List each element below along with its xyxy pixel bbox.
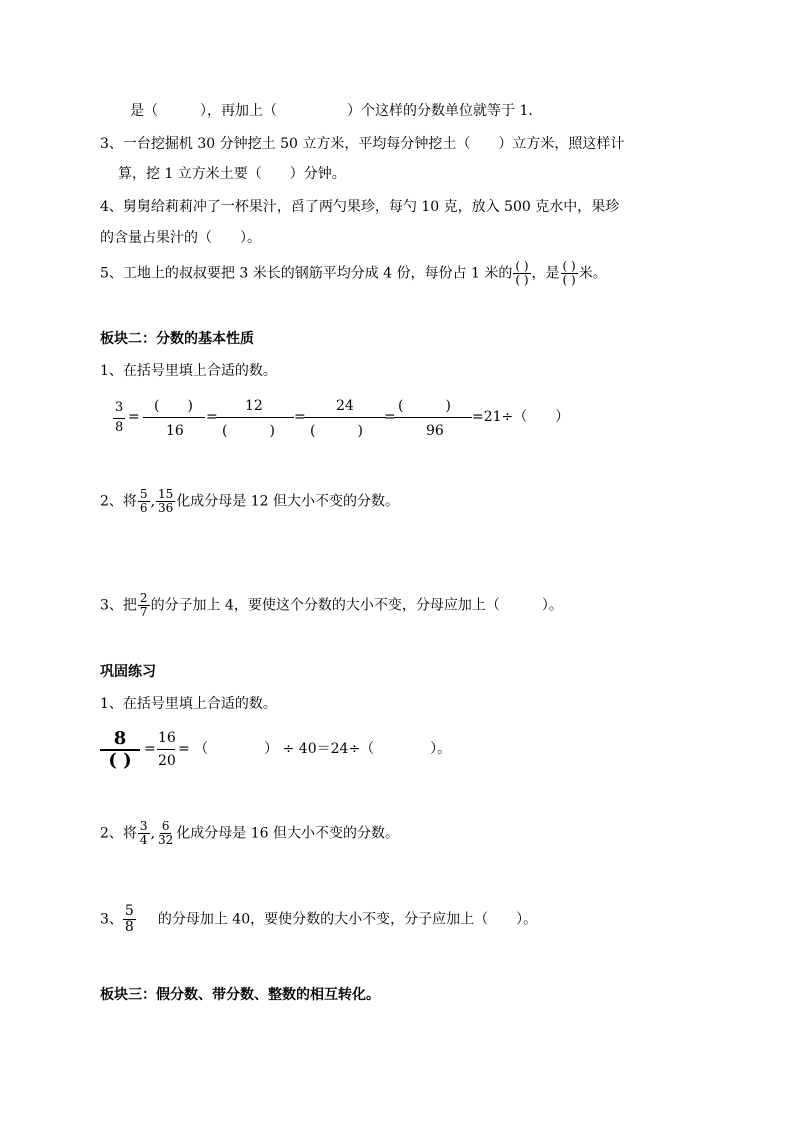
g3-text-a: 3、 [100,911,123,928]
fraction-3-4: $\frac{3}{4}$ [139,819,148,847]
question-5-text-mid: ，是 [531,265,560,282]
fraction-8-blank[interactable]: 8 ( ) [100,729,140,771]
s3-text-a: 3、把 [100,597,137,614]
fraction-5-6: $\frac{5}{6}$ [139,487,148,515]
g2-text-a: 2、将 [100,825,137,842]
section-heading-3: 板块三：假分数、带分数、整数的相互转化。 [100,987,380,1003]
comma: , [150,493,156,510]
fraction-5-8: $\frac{5}{8}$ [124,903,134,935]
practice-question-2 [100,820,399,847]
question-4-line-1: 4、舅舅给莉莉冲了一杯果汁，舀了两勺果珍，每勺 10 克，放入 500 克水中，果珍 [100,199,620,215]
eq1-equals-1: = [128,409,140,425]
fraction-2-7: $\frac{2}{7}$ [139,591,148,619]
question-5-text-end: 米。 [578,265,607,282]
s2-text-b: 化成分母是 12 但大小不变的分数。 [176,493,400,510]
eq1-f2-bar [143,417,205,418]
eq2-f-num: 16 [158,730,176,746]
section2-question-2 [100,488,399,515]
eq1-f4-den[interactable]: ( ) [310,423,363,439]
question-3-line-1: 3、一台挖掘机 30 分钟挖土 50 立方米，平均每分钟挖土（ ）立方米，照这样计 [100,136,625,152]
g2-text-b: 化成分母是 16 但大小不变的分数。 [176,825,400,842]
text-line-unit: 是（ ），再加上（ ）个这样的分数单位就等于 1. [130,103,533,119]
practice-question-1: 1、在括号里填上合适的数。 [100,696,277,712]
question-3-line-2: 算，挖 1 立方米土要（ ）分钟。 [118,166,346,182]
eq1-equals-3: = [294,409,306,425]
section-heading-practice: 巩固练习 [100,664,156,680]
question-5-text: 5、工地上的叔叔要把 3 米长的钢筋平均分成 4 份，每份占 1 米的 [100,265,513,282]
eq1-f3-num: 12 [245,398,263,414]
practice-question-3 [100,904,537,935]
eq1-f4-bar [304,417,386,418]
eq1-f4-num: 24 [336,398,354,414]
eq1-equals-4: = [384,409,396,425]
fraction-15-36: $\frac{15}{36}$ [158,487,174,515]
eq1-f1-den: 8 [115,420,124,435]
question-4-line-2: 的含量占果汁的（ ）。 [100,230,261,246]
g3-text-b: 的分母加上 40，要使分数的大小不变，分子应加上（ ）。 [157,911,538,928]
fraction-6-32: $\frac{6}{32}$ [158,819,174,847]
eq1-f5-bar [394,417,472,418]
eq1-equals-2: = [206,409,218,425]
eq2-f-bar [157,749,175,750]
section-heading-2: 板块二：分数的基本性质 [100,331,254,347]
eq2-tail[interactable]: = （ ） ÷ 40＝24÷（ ）。 [178,741,452,757]
eq1-f3-den[interactable]: ( ) [222,423,275,439]
s3-text-b: 的分子加上 4，要使这个分数的大小不变，分母应加上（ ）。 [150,597,563,614]
eq1-f3-bar [216,417,294,418]
eq1-f2-num[interactable]: ( ) [154,398,193,414]
comma: , [150,825,156,842]
eq2-equals-1: = [144,741,156,757]
eq1-f5-den: 96 [426,423,444,439]
eq1-f1-num: 3 [115,400,124,415]
eq1-f5-num[interactable]: ( ) [398,398,451,414]
s2-text-a: 2、将 [100,493,137,510]
section2-question-1: 1、在括号里填上合适的数。 [100,363,277,379]
eq1-f2-den: 16 [166,423,184,439]
eq2-f-den: 20 [158,753,176,769]
blank-fraction-1[interactable]: $\frac{( )}{( )}$ [515,259,529,287]
question-5 [100,260,607,287]
blank-fraction-2[interactable]: $\frac{( )}{( )}$ [562,259,576,287]
section2-question-3 [100,592,563,619]
eq1-tail[interactable]: =21÷（ ） [472,409,570,425]
